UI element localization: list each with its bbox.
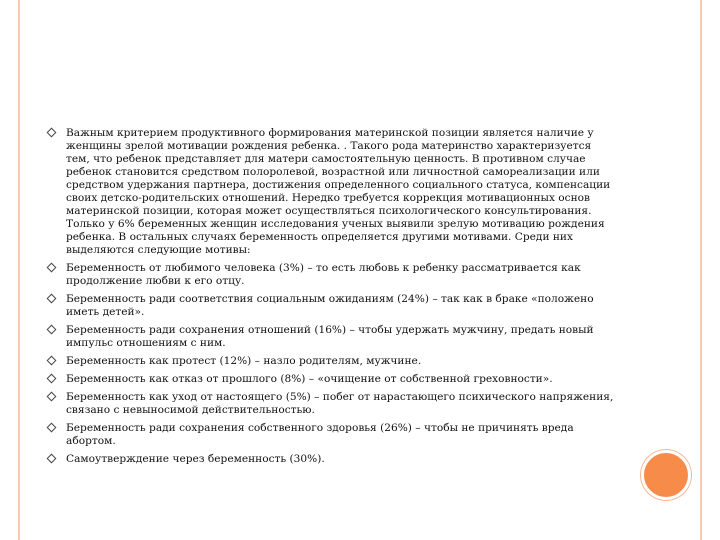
- bullet-text: Важным критерием продуктивного формирования материнской позиции является наличие у женщины зрелой мотивации рождения ребенка. . Такого рода материнство характеризуется тем, что ребенок представляет для матери самостоятельную ценность. В противном случае ребенок становится средством полоролевой, возрастной или личностной самореализации или средством удержания партнера, достижения определенного социального статуса, компенсации своих детско-родительских отношений. Нередко требуется коррекция мотивационных основ материнской позиции, которая может осуществляться психологического консультирования. Только у 6% беременных женщин исследования ученых выявили зрелую мотивацию рождения ребенка. В остальных случаях беременность определяется другими мотивами. Среди них выделяются следующие мотивы:: [66, 127, 611, 256]
- decorative-circle: [641, 450, 691, 500]
- diamond-bullet-icon: [47, 325, 57, 335]
- bullet-text: Беременность как уход от настоящего (5%) – побег от нарастающего психического напряжения, связано с невыносимой действительностью.: [66, 391, 614, 416]
- bullet-text: Беременность как протест (12%) – назло родителям, мужчине.: [66, 355, 422, 367]
- bullet-text: Беременность как отказ от прошлого (8%) – «очищение от собственной греховности».: [66, 373, 553, 385]
- list-item: [46, 127, 616, 257]
- list-item: [46, 262, 616, 288]
- list-item: [46, 293, 616, 319]
- diamond-bullet-icon: [47, 454, 57, 464]
- diamond-bullet-icon: [47, 392, 57, 402]
- list-item: [46, 355, 616, 368]
- bullet-list: [46, 127, 616, 471]
- bullet-text: Беременность ради соответствия социальным ожиданиям (24%) – так как в браке «положено иметь детей».: [66, 293, 594, 318]
- bullet-text: Беременность ради сохранения отношений (16%) – чтобы удержать мужчину, предать новый импульс отношениям с ним.: [66, 324, 594, 349]
- list-item: [46, 453, 616, 466]
- diamond-bullet-icon: [47, 128, 57, 138]
- bullet-text: Беременность ради сохранения собственного здоровья (26%) – чтобы не причинять вреда абортом.: [66, 422, 574, 447]
- diamond-bullet-icon: [47, 423, 57, 433]
- diamond-bullet-icon: [47, 294, 57, 304]
- bullet-text: Самоутверждение через беременность (30%).: [66, 453, 325, 465]
- bullet-text: Беременность от любимого человека (3%) – то есть любовь к ребенку рассматривается как продолжение любви к его отцу.: [66, 262, 581, 287]
- diamond-bullet-icon: [47, 356, 57, 366]
- list-item: [46, 373, 616, 386]
- list-item: [46, 324, 616, 350]
- list-item: [46, 391, 616, 417]
- list-item: [46, 422, 616, 448]
- diamond-bullet-icon: [47, 374, 57, 384]
- diamond-bullet-icon: [47, 263, 57, 273]
